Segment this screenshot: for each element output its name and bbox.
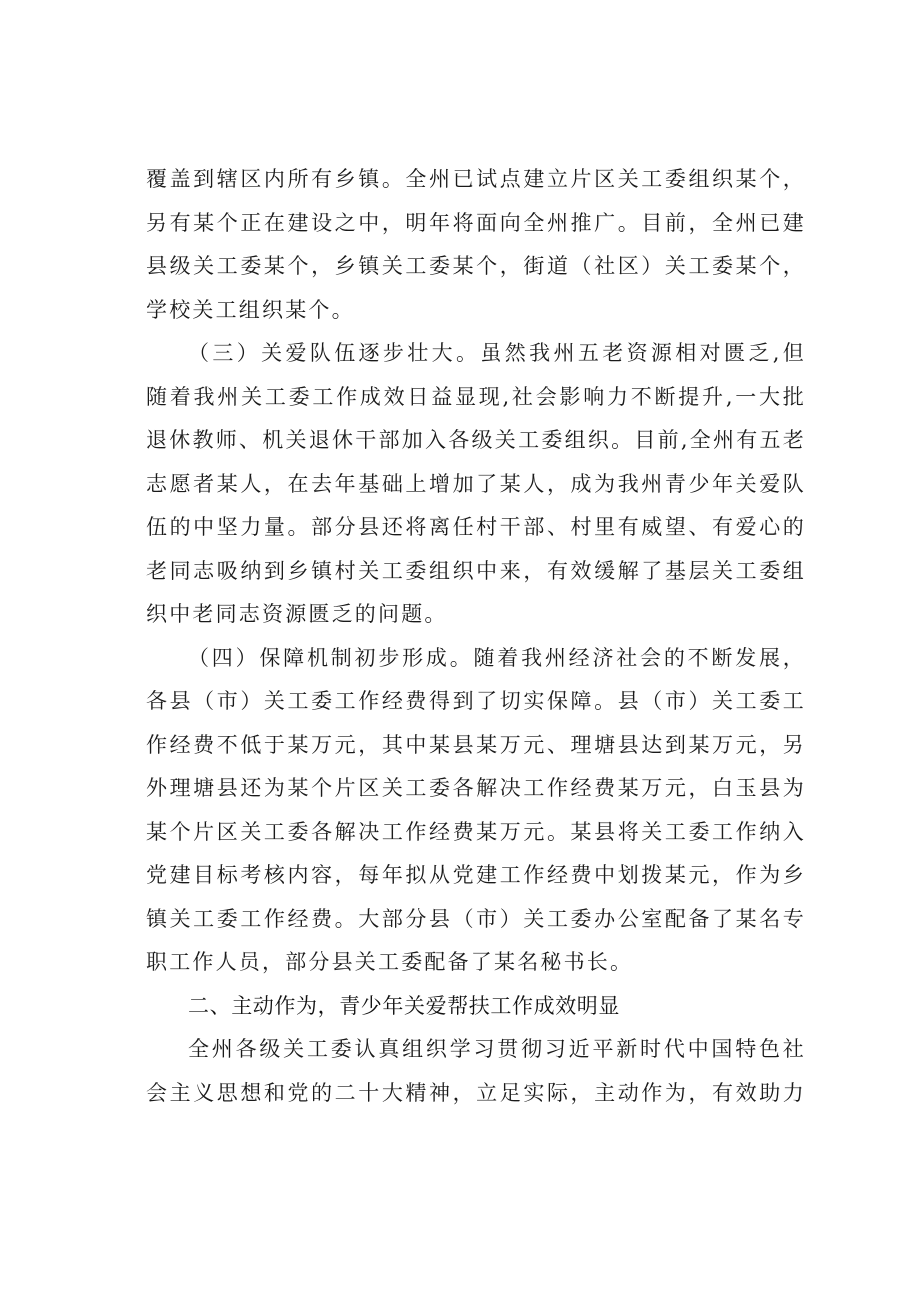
- paragraph-line: 退休教师、机关退休干部加入各级关工委组织。目前,全州有五老: [146, 428, 806, 452]
- paragraph-line: 学校关工组织某个。: [146, 297, 355, 322]
- paragraph-line: 县级关工委某个，乡镇关工委某个，街道（社区）关工委某个，: [146, 254, 806, 278]
- paragraph-line: 织中老同志资源匮乏的问题。: [146, 602, 448, 626]
- paragraph-line: 另有某个正在建设之中，明年将面向全州推广。目前，全州已建: [146, 210, 806, 235]
- paragraph-first-line: （四）保障机制初步形成。随着我州经济社会的不断发展，: [188, 645, 806, 670]
- paragraph-line: 老同志吸纳到乡镇村关工委组织中来，有效缓解了基层关工委组: [146, 558, 806, 583]
- paragraph-first-line: 全州各级关工委认真组织学习贯彻习近平新时代中国特色社: [188, 1037, 806, 1061]
- paragraph-line: 伍的中坚力量。部分县还将离任村干部、村里有威望、有爱心的: [146, 515, 806, 539]
- paragraph-line: 外理塘县还为某个片区关工委各解决工作经费某万元，白玉县为: [146, 776, 806, 800]
- paragraph-line: 会主义思想和党的二十大精神，立足实际，主动作为，有效助力: [146, 1080, 806, 1105]
- paragraph-line: 志愿者某人，在去年基础上增加了某人，成为我州青少年关爱队: [146, 471, 806, 496]
- paragraph-line: 党建目标考核内容，每年拟从党建工作经费中划拨某元，作为乡: [146, 863, 806, 887]
- paragraph-first-line: （三）关爱队伍逐步壮大。虽然我州五老资源相对匮乏,但: [188, 341, 806, 365]
- paragraph-line: 镇关工委工作经费。大部分县（市）关工委办公室配备了某名专: [146, 906, 806, 931]
- paragraph-line: 职工作人员，部分县关工委配备了某名秘书长。: [146, 950, 634, 974]
- paragraph-line: 随着我州关工委工作成效日益显现,社会影响力不断提升,一大批: [146, 384, 806, 409]
- paragraph-line: 各县（市）关工委工作经费得到了切实保障。县（市）关工委工: [146, 689, 806, 713]
- paragraph-line: 覆盖到辖区内所有乡镇。全州已试点建立片区关工委组织某个，: [146, 167, 806, 191]
- document-body: [146, 158, 806, 1115]
- paragraph-line: 作经费不低于某万元，其中某县某万元、理塘县达到某万元，另: [146, 732, 806, 757]
- section-heading: 二、主动作为，青少年关爱帮扶工作成效明显: [188, 993, 620, 1018]
- paragraph-line: 某个片区关工委各解决工作经费某万元。某县将关工委工作纳入: [146, 819, 806, 844]
